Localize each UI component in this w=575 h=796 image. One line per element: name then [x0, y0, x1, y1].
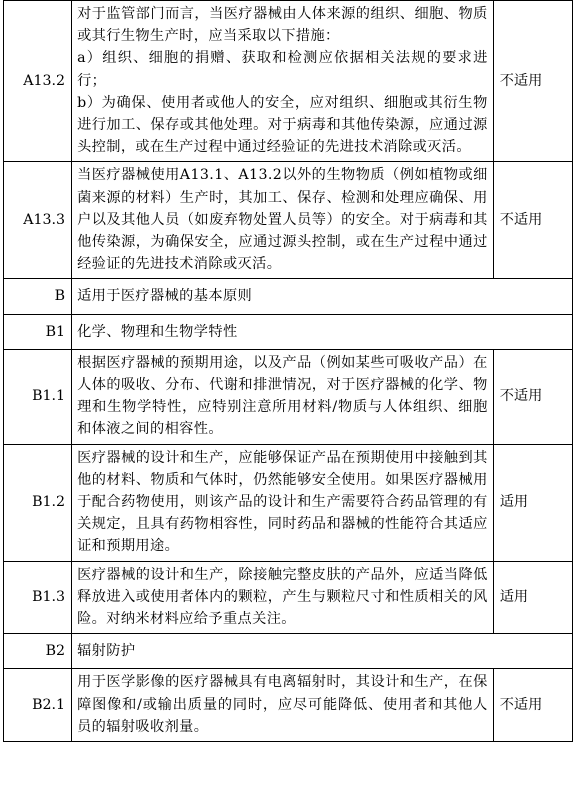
clause-text [72, 669, 494, 742]
table-row [4, 561, 573, 634]
requirements-table-body [4, 1, 573, 742]
clause-code: A13.2 [4, 1, 72, 162]
requirements-table-page [3, 0, 573, 742]
clause-code: B [4, 279, 72, 314]
applicability-cell: 不适用 [493, 162, 572, 279]
table-row [4, 314, 573, 349]
table-row [4, 279, 573, 314]
clause-paragraph: 医疗器械的设计和生产，除接触完整皮肤的产品外，应适当降低释放进入或使用者体内的颗粒，产生与颗粒尺寸和性质相关的风险。对纳米材料应给予重点关注。 [77, 566, 488, 628]
clause-text [72, 349, 494, 444]
clause-paragraph: 医疗器械的设计和生产，应能够保证产品在预期使用中接触到其他的材料、物质和气体时，仍然能够安全使用。如果医疗器械用于配合药物使用，则该产品的设计和生产需要符合药品管理的有关规定，且具有药物相容性，同时药品和器械的性能符合其适应证和预期用途。 [77, 449, 488, 555]
clause-paragraph: 化学、物理和生物学特性 [77, 323, 238, 340]
clause-paragraph: b）为确保、使用者或他人的安全，应对组织、细胞或其衍生物进行加工、保存或其他处理。对于病毒和其他传染源，应通过源头控制，或在生产过程中通过经验证的先进技术消除或灭活。 [77, 94, 488, 156]
table-row [4, 1, 573, 162]
requirements-table [3, 0, 573, 742]
clause-text [72, 314, 573, 349]
table-row [4, 634, 573, 669]
clause-text [72, 561, 494, 634]
table-row [4, 669, 573, 742]
table-row [4, 349, 573, 444]
table-row [4, 162, 573, 279]
clause-code: B1 [4, 314, 72, 349]
clause-paragraph: 辐射防护 [77, 643, 136, 660]
clause-text [72, 634, 573, 669]
clause-paragraph: 根据医疗器械的预期用途，以及产品（例如某些可吸收产品）在人体的吸收、分布、代谢和排泄情况，对于医疗器械的化学、物理和生物学特性，应特别注意所用材料/物质与人体组织、细胞和体液之间的相容性。 [77, 354, 488, 438]
clause-code: B2.1 [4, 669, 72, 742]
clause-text [72, 279, 573, 314]
applicability-cell: 不适用 [493, 1, 572, 162]
clause-paragraph: 对于监管部门而言，当医疗器械由人体来源的组织、细胞、物质或其行生物生产时，应当采取以下措施： [77, 6, 488, 45]
clause-code: B1.1 [4, 349, 72, 444]
clause-text [72, 444, 494, 561]
clause-paragraph: 当医疗器械使用A13.1、A13.2以外的生物物质（例如植物或细菌来源的材料）生产时，其加工、保存、检测和处理应确保、用户以及其他人员（如废弃物处置人员等）的安全。对于病毒和其他传染源，为确保安全，应通过源头控制，或在生产过程中通过经验证的先进技术消除或灭活。 [77, 167, 488, 273]
clause-paragraph: 用于医学影像的医疗器械具有电离辐射时，其设计和生产，在保障图像和/或输出质量的同时，应尽可能降低、使用者和其他人员的辐射吸收剂量。 [77, 674, 488, 735]
clause-paragraph: 适用于医疗器械的基本原则 [77, 288, 253, 305]
clause-paragraph: a）组织、细胞的捐赠、获取和检测应依据相关法规的要求进行； [77, 50, 488, 89]
applicability-cell: 适用 [493, 561, 572, 634]
clause-code: B1.2 [4, 444, 72, 561]
applicability-cell: 适用 [493, 444, 572, 561]
applicability-cell: 不适用 [493, 669, 572, 742]
clause-text [72, 1, 494, 162]
table-row [4, 444, 573, 561]
clause-code: B1.3 [4, 561, 72, 634]
applicability-cell: 不适用 [493, 349, 572, 444]
clause-code: A13.3 [4, 162, 72, 279]
clause-code: B2 [4, 634, 72, 669]
clause-text [72, 162, 494, 279]
